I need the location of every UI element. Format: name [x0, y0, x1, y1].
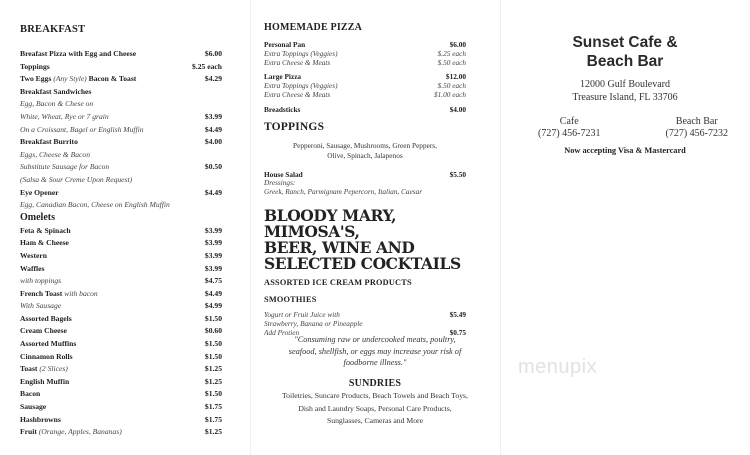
item-name — [20, 351, 73, 364]
warning-line: foodborne illness." — [343, 358, 407, 367]
warning-line: "Consuming raw or undercooked meats, poultry, — [294, 335, 456, 344]
salad-name: House Salad — [264, 169, 303, 179]
item-price: $6.00 — [204, 49, 222, 58]
item-note: with bacon — [62, 288, 98, 298]
sundries-line: Dish and Laundry Soaps, Personal Care Products, — [298, 403, 452, 413]
item-price: $1.75 — [204, 402, 222, 412]
item-name — [20, 212, 55, 225]
smoothie-item: Strawberry, Banana or Pineapple — [264, 318, 363, 328]
item-label: Fruit — [20, 427, 37, 437]
item-label: Breafast Pizza with Egg and Cheese — [20, 49, 137, 58]
menu-item — [20, 300, 222, 313]
item-name — [20, 124, 144, 137]
dressings-label: Dressings: — [264, 178, 296, 188]
item-name — [20, 325, 67, 338]
toppings-line: Olive, Spinach, Jalapenos — [327, 150, 403, 160]
item-price: $1.75 — [204, 414, 222, 424]
address-line: 12000 Gulf Boulevard — [580, 79, 670, 90]
item-price: $4.99 — [204, 301, 222, 311]
item-name — [20, 363, 68, 376]
watermark-logo: menupix — [518, 356, 598, 378]
menu-item — [20, 111, 222, 124]
bar-contact — [666, 116, 729, 140]
cafe-contact — [538, 116, 601, 140]
smoothie-price: $5.49 — [449, 309, 466, 319]
menu-item — [20, 48, 222, 61]
item-label: Feta & Spinach — [20, 225, 71, 235]
item-name — [20, 300, 61, 313]
item-name — [20, 161, 109, 174]
item-name — [20, 98, 93, 111]
drinks-line: BEER, WINE AND — [264, 237, 415, 257]
breakfast-title: BREAKFAST — [20, 24, 86, 35]
item-label: Substitute Sausage for Bacon — [20, 162, 110, 172]
item-label: Two Eggs — [20, 74, 52, 84]
item-name — [20, 376, 69, 389]
item-label: White, Wheat, Rye or 7 grain — [20, 111, 109, 121]
item-name — [20, 111, 109, 124]
item-label: With Sausage — [20, 301, 62, 311]
menu-item — [20, 199, 222, 212]
food-warning — [253, 334, 497, 369]
dressings-list: Greek, Ranch, Parmignam Pepercorn, Italian, Caesar — [264, 187, 423, 197]
item-name — [20, 199, 170, 212]
item-price: $3.99 — [204, 225, 222, 235]
item-note: (2 Slices) — [37, 364, 68, 374]
section-heading — [20, 212, 222, 225]
payment-notice: Now accepting Visa & Mastercard — [564, 146, 686, 155]
item-label: On a Croissant, Bagel or English Muffin — [20, 124, 144, 134]
menu-item — [20, 376, 222, 389]
item-price: $4.75 — [204, 276, 222, 286]
item-label: Bacon & Toast — [88, 74, 137, 84]
item-label: Waffles — [20, 263, 45, 273]
sundries-title: SUNDRIES — [348, 378, 402, 389]
drinks-heading — [264, 205, 466, 273]
address — [500, 79, 750, 104]
item-price: $.50 each — [437, 81, 466, 91]
item-label: Toppings — [20, 61, 50, 71]
menu-item — [20, 338, 222, 351]
item-label: Eye Opener — [20, 187, 59, 197]
item-label: Western — [20, 250, 47, 260]
item-label: (Salsa & Sour Creme Upon Request) — [20, 174, 133, 184]
item-name — [20, 61, 50, 74]
item-label: Omelets — [20, 211, 55, 223]
restaurant-name-line: Sunset Cafe & — [572, 34, 678, 51]
pizza-item — [264, 106, 466, 115]
item-name — [20, 275, 61, 288]
menu-item — [20, 351, 222, 364]
drinks-line: BLOODY MARY, MIMOSA'S, — [264, 205, 397, 241]
item-name — [20, 136, 78, 149]
pizza-item — [264, 91, 466, 100]
item-note: (Any Style) — [51, 74, 89, 84]
toppings-list — [264, 141, 466, 161]
menu-item — [20, 250, 222, 263]
item-price: $4.49 — [204, 187, 222, 197]
item-price: $3.99 — [204, 263, 222, 273]
address-line: Treasure Island, FL 33706 — [572, 91, 678, 103]
toppings-title: TOPPINGS — [264, 120, 325, 133]
pizza-item — [264, 59, 466, 68]
item-label: Hashbrowns — [20, 414, 61, 424]
item-label: Cinnamon Rolls — [20, 351, 73, 361]
menu-item — [20, 263, 222, 276]
menu-item — [20, 86, 222, 99]
item-name: Large Pizza — [264, 72, 302, 82]
item-label: Ham & Cheese — [20, 238, 69, 248]
menu-item — [20, 363, 222, 376]
item-label: French Toast — [20, 288, 63, 298]
item-price: $.25 each — [437, 48, 466, 58]
breakfast-list — [20, 48, 222, 439]
sundries-section — [253, 378, 497, 428]
menu-item — [20, 388, 222, 401]
menu-item — [20, 237, 222, 250]
item-price: $4.49 — [204, 288, 222, 298]
toppings-line: Pepperoni, Sausage, Mushrooms, Green Peppers, — [293, 140, 437, 150]
item-name — [20, 48, 136, 61]
menu-item — [20, 61, 222, 74]
item-label: Assorted Muffins — [20, 339, 77, 349]
item-price: $1.50 — [204, 351, 222, 361]
smoothie-addon: Add Protien — [264, 327, 300, 337]
breakfast-section — [20, 24, 222, 439]
item-name — [20, 313, 72, 326]
item-price: $.50 each — [437, 57, 466, 67]
item-name — [20, 225, 71, 238]
item-name: Personal Pan — [264, 40, 306, 49]
cover-panel — [500, 33, 750, 155]
item-price: $1.50 — [204, 313, 222, 323]
item-price: $1.25 — [204, 427, 222, 437]
salad-price: $5.50 — [449, 169, 466, 179]
item-name — [20, 237, 69, 250]
item-price: $.25 each — [192, 61, 222, 71]
bar-phone[interactable]: (727) 456-7232 — [665, 128, 728, 139]
item-label: Eggs, Cheese & Bacon — [20, 149, 91, 159]
item-name — [20, 174, 132, 187]
item-price: $1.25 — [204, 376, 222, 386]
item-name — [20, 414, 61, 427]
menu-item — [20, 187, 222, 200]
menu-item — [20, 124, 222, 137]
item-label: Breakfast Sandwiches — [20, 86, 92, 96]
pizza-title: HOMEMADE PIZZA — [264, 22, 363, 33]
item-name: Extra Toppings (Veggies) — [264, 48, 338, 58]
pizza-list — [264, 41, 466, 115]
item-name: Extra Cheese & Meats — [264, 57, 331, 67]
phone-numbers — [500, 116, 750, 140]
smoothies-title: SMOOTHIES — [264, 294, 317, 304]
item-price: $6.00 — [449, 40, 466, 49]
menu-item — [20, 325, 222, 338]
item-label: Cream Cheese — [20, 326, 67, 336]
item-price: $1.50 — [204, 339, 222, 349]
item-label: Bacon — [20, 389, 41, 399]
restaurant-name-line: Beach Bar — [586, 53, 664, 70]
smoothie-addon-price: $0.75 — [449, 327, 466, 337]
item-price: $1.50 — [204, 389, 222, 399]
item-name — [20, 401, 46, 414]
item-price: $0.60 — [204, 326, 222, 336]
menu-item — [20, 174, 222, 187]
item-label: with toppings — [20, 276, 62, 286]
item-label: Toast — [20, 364, 38, 374]
cafe-label: Cafe — [559, 116, 579, 127]
warning-line: seafood, shellfish, or eggs may increase your risk of — [288, 346, 462, 356]
menu-item — [20, 149, 222, 162]
item-label: Egg, Canadian Bacon, Cheese on English Muffin — [20, 200, 170, 210]
item-note: (Orange, Apples, Bananas) — [36, 427, 122, 437]
item-name — [20, 250, 47, 263]
item-price: $12.00 — [445, 72, 466, 82]
item-price: $4.29 — [204, 74, 222, 84]
item-price: $1.25 — [204, 364, 222, 374]
item-name — [20, 263, 44, 276]
item-price: $0.50 — [204, 162, 222, 172]
house-salad — [264, 171, 466, 197]
sundries-line: Sunglasses, Cameras and More — [326, 416, 424, 425]
middle-column — [264, 22, 466, 337]
item-name — [20, 426, 122, 439]
menu-item — [20, 275, 222, 288]
menu-item — [20, 288, 222, 301]
menu-item — [20, 73, 222, 86]
restaurant-name — [500, 33, 750, 71]
item-name — [20, 73, 136, 86]
menu-item — [20, 414, 222, 427]
fold-line — [250, 0, 251, 455]
item-name: Extra Cheese & Meats — [264, 89, 331, 99]
bar-label: Beach Bar — [675, 116, 718, 127]
item-price: $4.00 — [204, 137, 222, 147]
item-price: $4.49 — [204, 124, 222, 134]
item-price: $3.99 — [204, 111, 222, 121]
item-price: $3.99 — [204, 250, 222, 260]
sundries-line: Toiletries, Suncare Products, Beach Towels and Beach Toys, — [282, 391, 468, 400]
drinks-line: SELECTED COCKTAILS — [264, 253, 461, 273]
item-name — [20, 149, 90, 162]
item-label: Breakfast Burrito — [20, 137, 78, 147]
menu-item — [20, 161, 222, 174]
item-name — [20, 288, 98, 301]
menu-item — [20, 225, 222, 238]
cafe-phone[interactable]: (727) 456-7231 — [538, 128, 601, 139]
menu-item — [20, 401, 222, 414]
item-name — [20, 388, 40, 401]
smoothie-item: Yogurt or Fruit Juice with — [264, 309, 340, 319]
item-name: Breadsticks — [264, 104, 301, 114]
item-price: $1.00 each — [433, 89, 466, 99]
item-price: $3.99 — [204, 238, 222, 248]
item-label: English Muffin — [20, 376, 70, 386]
item-name — [20, 86, 91, 99]
item-name — [20, 187, 59, 200]
item-label: Sausage — [20, 402, 47, 412]
item-name — [20, 338, 76, 351]
menu-item — [20, 426, 222, 439]
item-name: Extra Toppings (Veggies) — [264, 81, 338, 91]
ice-cream-heading: ASSORTED ICE CREAM PRODUCTS — [264, 277, 412, 287]
menu-item — [20, 313, 222, 326]
menu-item — [20, 98, 222, 111]
item-label: Assorted Bagels — [20, 313, 72, 323]
item-label: Egg, Bacon & Chese on — [20, 99, 94, 109]
item-price: $4.00 — [449, 104, 466, 114]
menu-item — [20, 136, 222, 149]
